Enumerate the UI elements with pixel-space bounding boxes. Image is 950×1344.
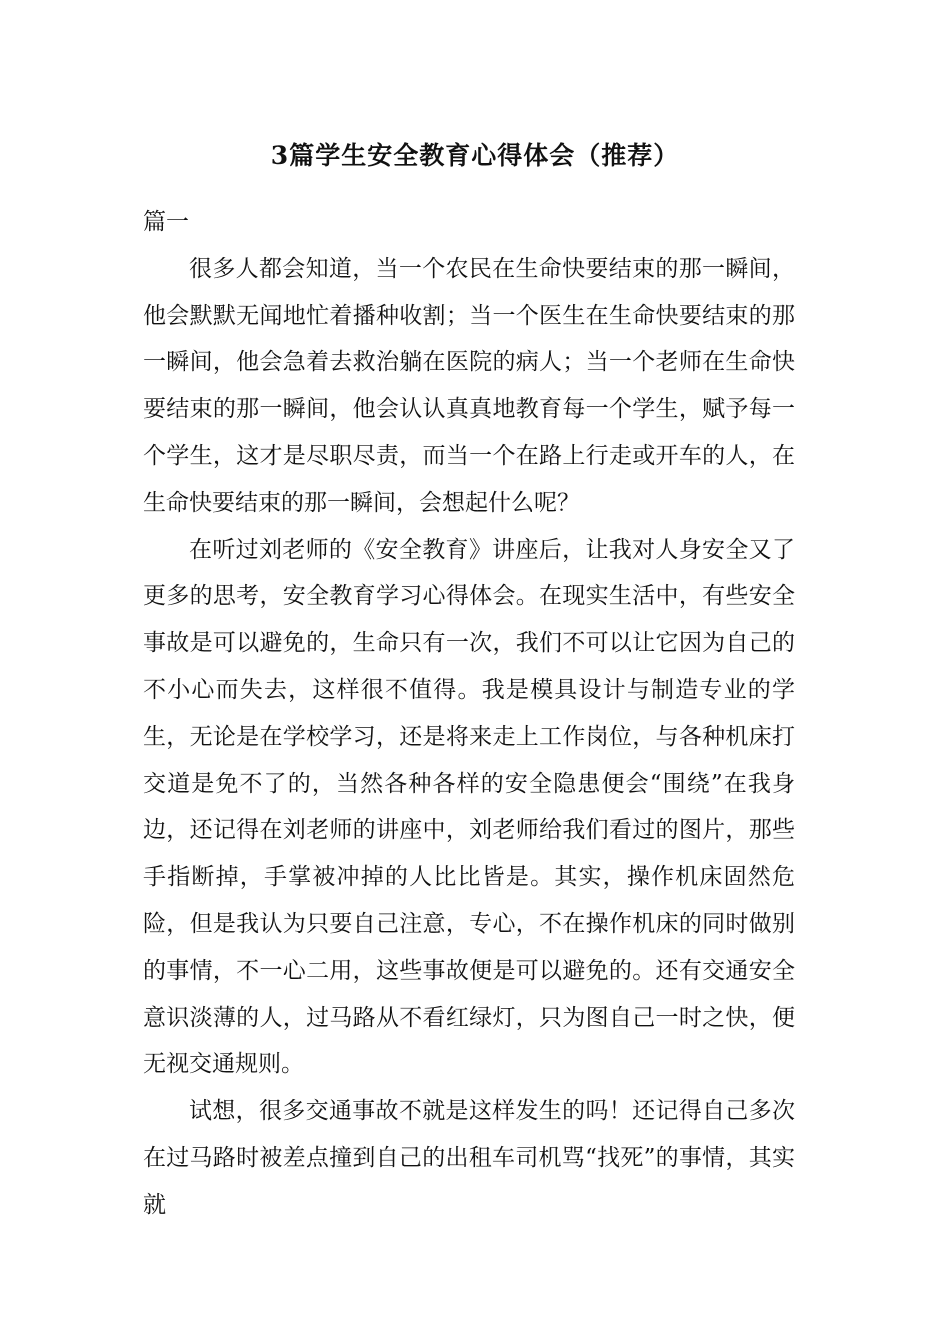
paragraph-2: 在听过刘老师的《安全教育》讲座后，让我对人身安全又了更多的思考，安全教育学习心得体会。在现实生活中，有些安全事故是可以避免的，生命只有一次，我们不可以让它因为自己的不小心而失去，这样很不值得。我是模具设计与制造专业的学生，无论是在学校学习，还是将来走上工作岗位，与各种机床打交道是免不了的，当然各种各样的安全隐患便会“围绕”在我身边，还记得在刘老师的讲座中，刘老师给我们看过的图片，那些手指断掉，手掌被冲掉的人比比皆是。其实，操作机床固然危险，但是我认为只要自己注意，专心，不在操作机床的同时做别的事情，不一心二用，这些事故便是可以避免的。还有交通安全意识淡薄的人，过马路从不看红绿灯，只为图自己一时之快，便无视交通规则。 — [143, 536, 795, 1078]
paragraph-1: 很多人都会知道，当一个农民在生命快要结束的那一瞬间，他会默默无闻地忙着播种收割；当一个医生在生命快要结束的那一瞬间，他会急着去救治躺在医院的病人；当一个老师在生命快要结束的那一瞬间，他会认认真真地教育每一个学生，赋予每一个学生，这才是尽职尽责，而当一个在路上行走或开车的人，在生命快要结束的那一瞬间，会想起什么呢？ — [143, 255, 795, 516]
section-label: 篇一 — [143, 209, 189, 235]
document-body — [143, 199, 795, 1229]
paragraph-3: 试想，很多交通事故不就是这样发生的吗！还记得自己多次在过马路时被差点撞到自己的出租车司机骂“找死”的事情，其实就 — [143, 1098, 795, 1218]
document-title: 3篇学生安全教育心得体会（推荐） — [270, 141, 680, 170]
